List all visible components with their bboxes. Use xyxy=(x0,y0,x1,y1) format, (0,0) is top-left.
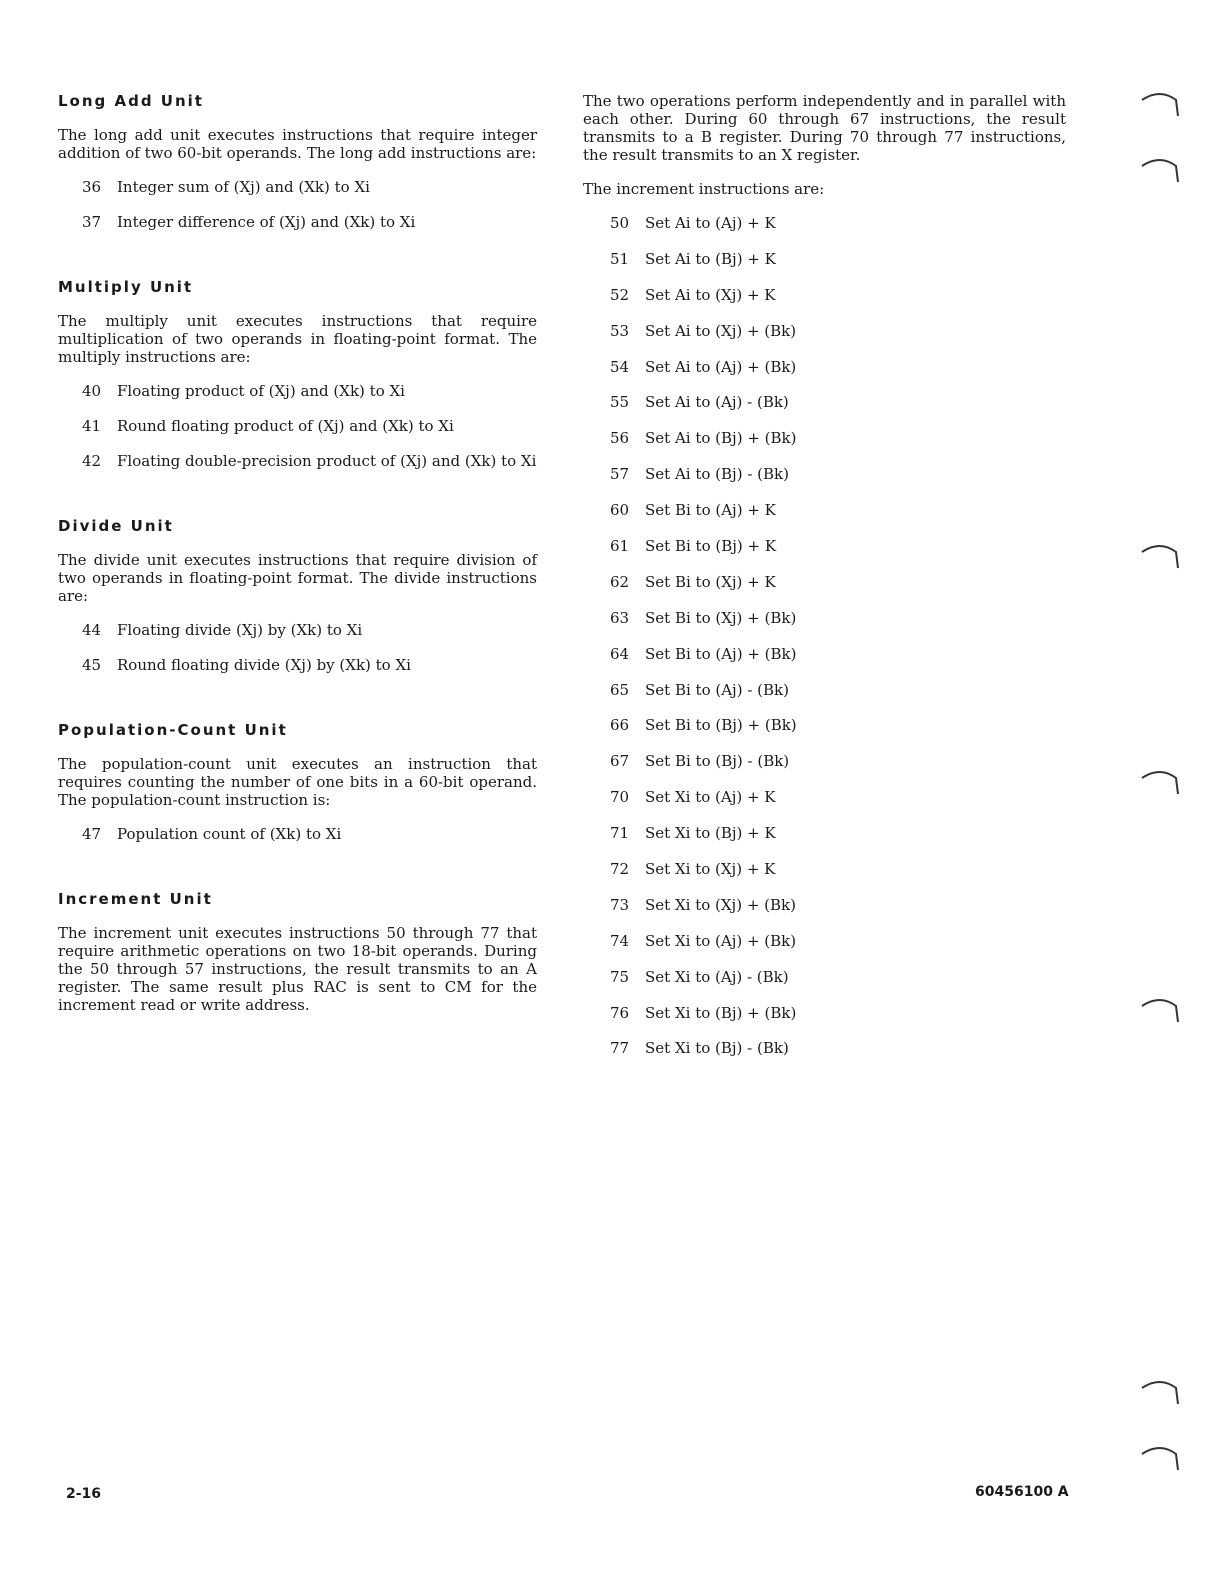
instruction-code: 47 xyxy=(82,825,102,843)
instruction-text: Set Xi to (Bj) + K xyxy=(645,824,776,843)
instruction-text: Set Ai to (Xj) + (Bk) xyxy=(645,321,797,340)
increment-instruction-item xyxy=(583,932,1066,950)
instruction-text: Set Bi to (Xj) + K xyxy=(645,572,776,591)
instruction-text: Set Xi to (Aj) + K xyxy=(645,788,776,807)
instruction-item xyxy=(55,621,537,639)
section-intro: The increment unit executes instructions 50 through 77 that require arithmetic operations on two 18-bit operands. During the 50 through 57 instructions, the result transmits to an A register. The same result plus RAC is sent to CM for the increment read or write address. xyxy=(58,924,537,1014)
instruction-code: 55 xyxy=(610,393,630,412)
instruction-code: 61 xyxy=(610,537,630,556)
instruction-text: Set Ai to (Bj) + K xyxy=(645,249,776,268)
instruction-list xyxy=(55,825,537,843)
instruction-text: Set Ai to (Bj) + (Bk) xyxy=(645,429,797,448)
instruction-text: Set Ai to (Xj) + K xyxy=(645,285,776,304)
instruction-item xyxy=(55,656,537,674)
instruction-code: 41 xyxy=(82,417,102,435)
instruction-code: 63 xyxy=(610,608,630,627)
binder-hole-icon xyxy=(1138,152,1182,196)
increment-instruction-item xyxy=(583,573,1066,591)
instruction-text: Floating divide (Xj) by (Xk) to Xi xyxy=(117,621,363,639)
section-heading: Multiply Unit xyxy=(58,278,194,296)
instruction-code: 40 xyxy=(82,382,102,400)
instruction-code: 52 xyxy=(610,285,630,304)
section-divide-unit xyxy=(55,517,537,721)
instruction-text: Round floating product of (Xj) and (Xk) to Xi xyxy=(117,417,454,435)
instruction-list xyxy=(55,178,537,231)
section-intro: The multiply unit executes instructions that require multiplication of two operands in floating-point format. The multiply instructions are: xyxy=(58,312,537,366)
instruction-code: 64 xyxy=(610,644,630,663)
instruction-text: Set Bi to (Bj) - (Bk) xyxy=(645,752,790,771)
instruction-code: 67 xyxy=(610,752,630,771)
binder-hole-icon xyxy=(1138,764,1182,808)
instruction-code: 73 xyxy=(610,895,630,914)
increment-instruction-item xyxy=(583,645,1066,663)
section-intro: The population-count unit executes an instruction that requires counting the number of one bits in a 60-bit operand. The population-count instruction is: xyxy=(58,755,537,809)
increment-list-intro: The increment instructions are: xyxy=(583,180,825,198)
instruction-text: Set Bi to (Aj) + K xyxy=(645,501,776,520)
instruction-item xyxy=(55,825,537,843)
instruction-code: 50 xyxy=(610,214,630,232)
section-long-add-unit xyxy=(55,92,537,278)
instruction-text: Set Xi to (Xj) + K xyxy=(645,860,776,879)
binder-hole-icon xyxy=(1138,86,1182,130)
instruction-code: 57 xyxy=(610,465,630,484)
instruction-text: Round floating divide (Xj) by (Xk) to Xi xyxy=(117,656,411,674)
increment-instruction-item xyxy=(583,860,1066,878)
instruction-text: Set Ai to (Aj) + (Bk) xyxy=(645,357,797,376)
section-intro: The long add unit executes instructions that require integer addition of two 60-bit operands. The long add instructions are: xyxy=(58,126,537,162)
left-column xyxy=(55,92,537,1030)
section-increment-unit xyxy=(55,890,537,1014)
instruction-text: Set Bi to (Bj) + K xyxy=(645,537,777,556)
instruction-code: 51 xyxy=(610,249,630,268)
increment-instruction-item xyxy=(583,501,1066,519)
instruction-code: 62 xyxy=(610,572,630,591)
increment-instruction-item xyxy=(583,322,1066,340)
instruction-code: 54 xyxy=(610,357,630,376)
instruction-code: 74 xyxy=(610,931,630,950)
instruction-code: 72 xyxy=(610,860,630,879)
section-heading: Population-Count Unit xyxy=(58,721,288,739)
instruction-code: 76 xyxy=(610,1003,630,1022)
binder-hole-icon xyxy=(1138,1374,1182,1418)
binder-hole-icon xyxy=(1138,992,1182,1036)
increment-instruction-item xyxy=(583,824,1066,842)
instruction-text: Set Xi to (Xj) + (Bk) xyxy=(645,895,796,914)
instruction-text: Set Ai to (Aj) + K xyxy=(645,214,776,232)
increment-instruction-item xyxy=(583,752,1066,770)
instruction-text: Set Xi to (Bj) + (Bk) xyxy=(645,1003,797,1022)
instruction-text: Set Bi to (Bj) + (Bk) xyxy=(645,716,797,735)
instruction-text: Floating double-precision product of (Xj) and (Xk) to Xi xyxy=(117,452,537,470)
section-heading: Increment Unit xyxy=(58,890,213,908)
increment-instruction-item xyxy=(583,609,1066,627)
increment-instruction-item xyxy=(583,681,1066,699)
section-multiply-unit xyxy=(55,278,537,517)
section-heading: Divide Unit xyxy=(58,517,174,535)
instruction-item xyxy=(55,382,537,400)
instruction-text: Set Ai to (Aj) - (Bk) xyxy=(645,393,789,412)
increment-instruction-item xyxy=(583,788,1066,806)
increment-instruction-item xyxy=(583,537,1066,555)
instruction-text: Set Xi to (Aj) + (Bk) xyxy=(645,931,797,950)
instruction-code: 56 xyxy=(610,429,630,448)
instruction-text: Set Xi to (Aj) - (Bk) xyxy=(645,967,789,986)
increment-instruction-item xyxy=(583,429,1066,447)
instruction-text: Set Bi to (Xj) + (Bk) xyxy=(645,608,797,627)
instruction-text: Population count of (Xk) to Xi xyxy=(117,825,342,843)
binder-hole-icon xyxy=(1138,1440,1182,1484)
section-population-count-unit xyxy=(55,721,537,890)
increment-continuation: The two operations perform independently and in parallel with each other. During 60 through 67 instructions, the result transmits to a B register. During 70 through 77 instructions, the result transmits to an X register. xyxy=(583,92,1066,164)
increment-instruction-item xyxy=(583,1004,1066,1022)
instruction-code: 37 xyxy=(82,213,102,231)
instruction-code: 75 xyxy=(610,967,630,986)
instruction-code: 45 xyxy=(82,656,102,674)
instruction-item xyxy=(55,178,537,196)
instruction-list xyxy=(55,382,537,470)
instruction-text: Integer sum of (Xj) and (Xk) to Xi xyxy=(117,178,370,196)
instruction-code: 71 xyxy=(610,824,630,843)
instruction-code: 36 xyxy=(82,178,102,196)
instruction-list xyxy=(55,621,537,674)
increment-instruction-item xyxy=(583,286,1066,304)
increment-instruction-item xyxy=(583,896,1066,914)
increment-instruction-item xyxy=(583,716,1066,734)
instruction-text: Set Bi to (Aj) - (Bk) xyxy=(645,680,789,699)
increment-instruction-item xyxy=(583,358,1066,376)
page-number: 2-16 xyxy=(66,1486,102,1502)
instruction-text: Integer difference of (Xj) and (Xk) to Xi xyxy=(117,213,416,231)
instruction-code: 44 xyxy=(82,621,102,639)
right-column xyxy=(583,92,1066,1075)
instruction-code: 66 xyxy=(610,716,630,735)
instruction-code: 42 xyxy=(82,452,102,470)
increment-instruction-item xyxy=(583,393,1066,411)
instruction-code: 60 xyxy=(610,501,630,520)
increment-instruction-item xyxy=(583,968,1066,986)
increment-instruction-item xyxy=(583,1039,1066,1057)
binder-hole-icon xyxy=(1138,538,1182,582)
increment-instruction-item xyxy=(583,465,1066,483)
instruction-text: Set Xi to (Bj) - (Bk) xyxy=(645,1039,789,1058)
instruction-code: 70 xyxy=(610,788,630,807)
increment-instruction-item xyxy=(583,250,1066,268)
instruction-code: 65 xyxy=(610,680,630,699)
instruction-item xyxy=(55,213,537,231)
instruction-code: 53 xyxy=(610,321,630,340)
instruction-item xyxy=(55,452,537,470)
instruction-code: 77 xyxy=(610,1039,630,1058)
increment-instruction-item xyxy=(583,214,1066,232)
document-number: 60456100 A xyxy=(975,1484,1069,1500)
instruction-text: Floating product of (Xj) and (Xk) to Xi xyxy=(117,382,405,400)
instruction-text: Set Ai to (Bj) - (Bk) xyxy=(645,465,789,484)
instruction-item xyxy=(55,417,537,435)
increment-instruction-list xyxy=(583,214,1066,1057)
section-intro: The divide unit executes instructions that require division of two operands in floating-point format. The divide instructions are: xyxy=(58,551,537,605)
section-heading: Long Add Unit xyxy=(58,92,204,110)
instruction-text: Set Bi to (Aj) + (Bk) xyxy=(645,644,797,663)
